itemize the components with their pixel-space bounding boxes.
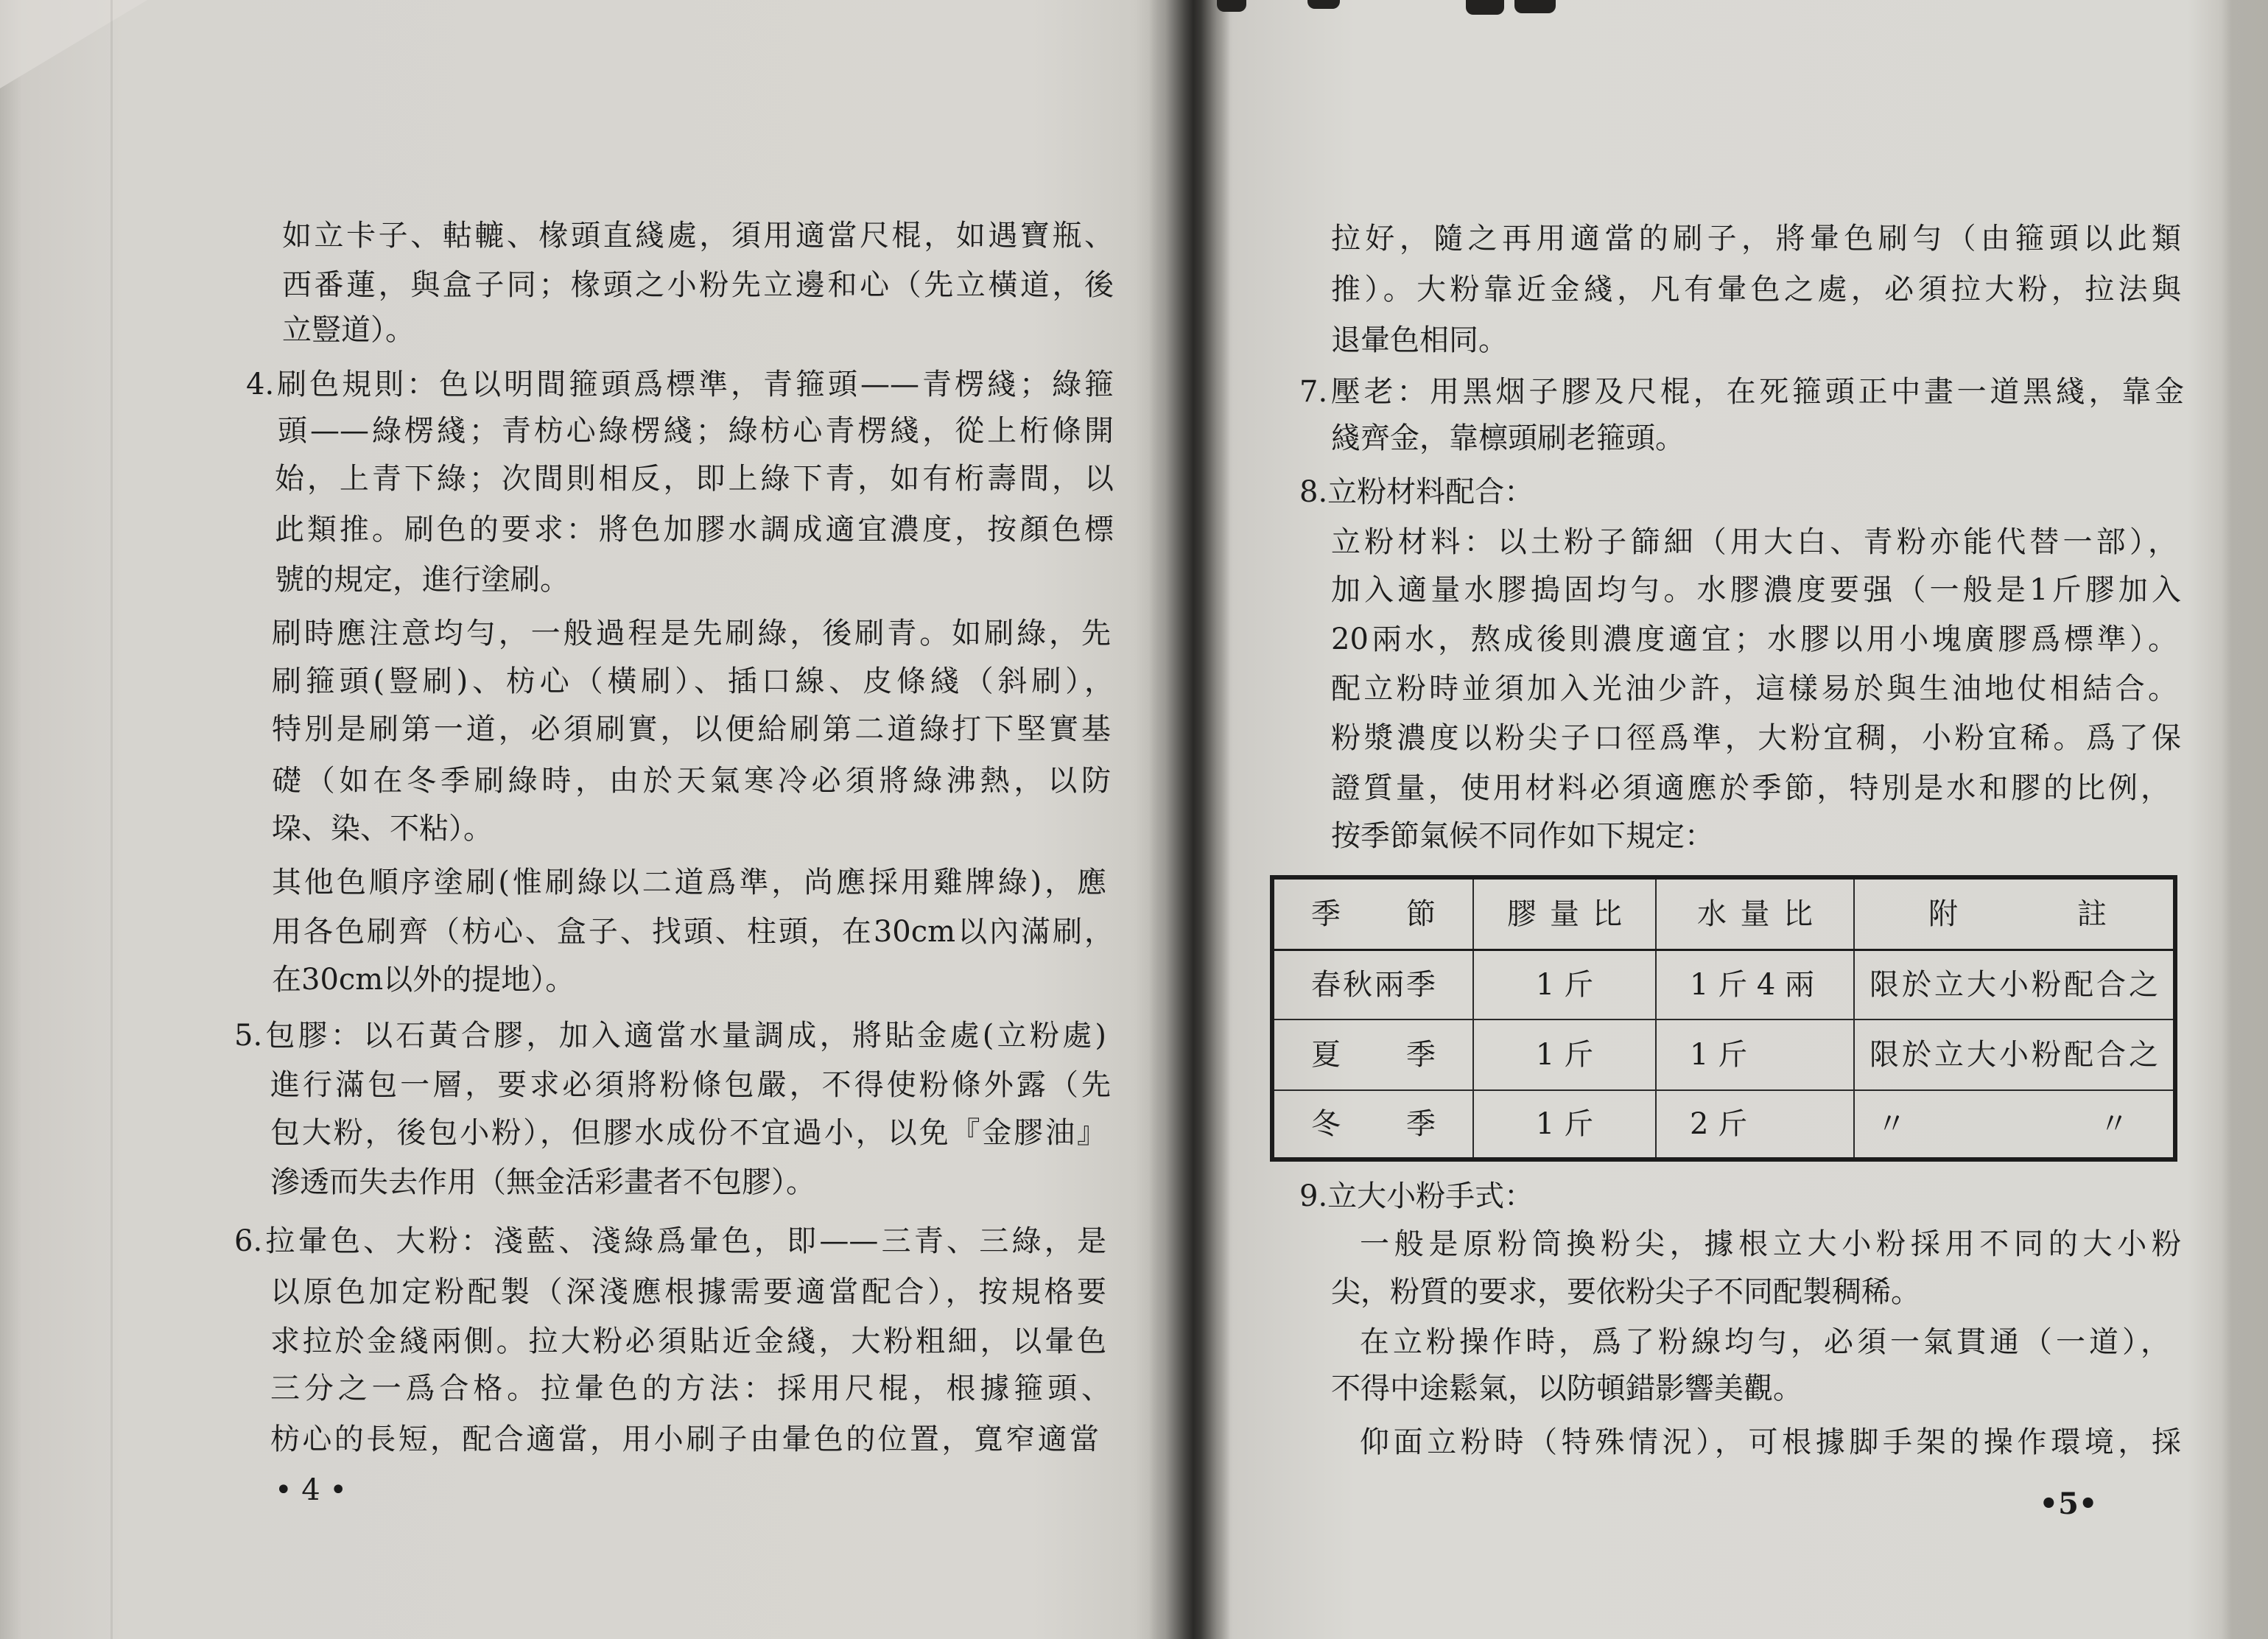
- section-8-heading-line: 8.立粉材料配合：: [1299, 475, 1534, 509]
- left-page-line: 其他色順序塗刷(惟刷綠以二道爲準，尚應採用雞牌綠)，應: [272, 866, 1106, 899]
- section-6-heading-line: 6.拉暈色、大粉：淺藍、淺綠爲暈色，即——三青、三綠，是: [234, 1224, 1106, 1258]
- right-page-line: 不得中途鬆氣，以防頓錯影響美觀。: [1331, 1372, 1802, 1405]
- table-row: [1272, 950, 2175, 1019]
- left-page-line: 此類推。刷色的要求：將色加膠水調成適宜濃度，按顏色標: [275, 513, 1114, 547]
- season-cell: 春秋兩季: [1311, 967, 1436, 1002]
- right-page-line: 綫齊金，靠檩頭刷老箍頭。: [1331, 421, 1685, 455]
- right-page-line: 配立粉時並須加入光油少許，這樣易於與生油地仗相結合。: [1331, 672, 2177, 706]
- left-page-line: 包大粉，後包小粉），但膠水成份不宜過小，以免『金膠油』: [270, 1116, 1106, 1150]
- cropped-glyph-fragment: [1466, 0, 1504, 15]
- cropped-glyph-fragment: [1514, 0, 1556, 13]
- table-cell: [1854, 950, 2175, 1019]
- left-page-line: 以原色加定粉配製（深淺應根據需要適當配合），按規格要: [270, 1275, 1106, 1309]
- left-page-line: 三分之一爲合格。拉暈色的方法：採用尺棍，根據箍頭、: [270, 1372, 1111, 1405]
- water-cell: 1 斤 4 兩: [1690, 967, 1815, 1002]
- water-cell: 2 斤: [1690, 1107, 1748, 1141]
- section-7-heading-line: 7.壓老：用黑烟子膠及尺棍，在死箍頭正中畫一道黑綫，靠金: [1299, 375, 2184, 409]
- left-page-line: 在30cm以外的提地）。: [272, 963, 575, 997]
- right-page-line: 退暈色相同。: [1331, 323, 1508, 357]
- table-header-cell: [1854, 877, 2175, 950]
- glue-cell: 1 斤: [1535, 967, 1594, 1002]
- left-page-line: 立豎道）。: [282, 313, 415, 347]
- glue-cell: 1 斤: [1535, 1107, 1594, 1141]
- glue-cell: 1 斤: [1535, 1038, 1594, 1072]
- left-page-number: • 4 •: [274, 1473, 348, 1507]
- table-header-cell: [1272, 877, 1473, 950]
- left-page-edge: [110, 0, 113, 1639]
- table-cell: [1473, 950, 1656, 1019]
- left-page-line: 始，上青下綠；次間則相反，即上綠下青，如有桁壽間，以: [275, 462, 1114, 496]
- remarks-cell: 限於立大小粉配合之: [1869, 967, 2158, 1002]
- table-row: [1272, 1090, 2175, 1159]
- left-page-line: 垜、染、不粘）。: [272, 812, 493, 846]
- section-5-heading-line: 5.包膠：以石黃合膠，加入適當水量調成，將貼金處(立粉處): [234, 1019, 1106, 1053]
- table-cell: [1272, 1019, 1473, 1090]
- cropped-glyph-fragment: [1217, 0, 1246, 12]
- section-9-heading-line: 9.立大小粉手式：: [1299, 1179, 1534, 1213]
- left-page-line: 求拉於金綫兩側。拉大粉必須貼近金綫，大粉粗細，以暈色: [270, 1324, 1106, 1358]
- seasonal-ratio-table: [1270, 875, 2177, 1162]
- table-cell: [1272, 1090, 1473, 1159]
- left-page-line: 礎（如在冬季刷綠時，由於天氣寒冷必須將綠沸熱，以防: [272, 764, 1111, 798]
- header-remarks: 附 註: [1928, 896, 2107, 931]
- table-cell: [1656, 1090, 1854, 1159]
- section-4-heading-line: 4.刷色規則：色以明間箍頭爲標準，青箍頭——青楞綫；綠箍: [246, 368, 1114, 401]
- season-cell: 夏 季: [1311, 1038, 1436, 1072]
- right-page-line: 按季節氣候不同作如下規定：: [1331, 819, 1714, 853]
- table-cell: [1854, 1090, 2175, 1159]
- left-page-line: 刷箍頭(豎刷)、枋心（橫刷）、插口線、皮條綫（斜刷），: [272, 664, 1114, 698]
- header-season: 季 節: [1311, 896, 1436, 931]
- right-page-line: 尖，粉質的要求，要依粉尖子不同配製稠稀。: [1331, 1275, 1920, 1309]
- water-cell: 1 斤: [1690, 1038, 1748, 1072]
- left-page-line: 如立卡子、軲轆、椽頭直綫處，須用適當尺棍，如遇寶瓶、: [282, 219, 1114, 253]
- right-page-line: 在立粉操作時，爲了粉線均勻，必須一氣貫通（一道），: [1360, 1325, 2170, 1359]
- season-cell: 冬 季: [1311, 1107, 1436, 1141]
- table-cell: [1473, 1019, 1656, 1090]
- header-glue-ratio: 膠量比: [1507, 896, 1622, 931]
- table-header-cell: [1473, 877, 1656, 950]
- table-row: [1272, 1019, 2175, 1090]
- table-cell: [1272, 950, 1473, 1019]
- left-page-line: 號的規定，進行塗刷。: [275, 563, 569, 597]
- table-cell: [1656, 1019, 1854, 1090]
- remarks-ditto-cell: 〃 〃: [1877, 1107, 2129, 1141]
- right-page-line: 拉好，隨之再用適當的刷子，將暈色刷勻（由箍頭以此類: [1331, 222, 2181, 256]
- right-page-line: 一般是原粉筒換粉尖，據根立大小粉採用不同的大小粉: [1360, 1227, 2181, 1261]
- left-page-line: 西番蓮，與盒子同；椽頭之小粉先立邊和心（先立橫道，後: [282, 268, 1114, 302]
- left-page-corner-fold: [0, 0, 147, 88]
- left-page-line: 枋心的長短，配合適當，用小刷子由暈色的位置，寬窄適當: [270, 1422, 1099, 1456]
- left-page-line: 刷時應注意均勻，一般過程是先刷綠，後刷青。如刷綠，先: [272, 617, 1111, 650]
- table-cell: [1656, 950, 1854, 1019]
- right-page-line: 證質量，使用材料必須適應於季節，特別是水和膠的比例，: [1331, 771, 2170, 805]
- header-water-ratio: 水量比: [1697, 896, 1813, 931]
- right-page-line: 加入適量水膠搗固均勻。水膠濃度要强（一般是1斤膠加入: [1331, 573, 2181, 607]
- right-page-number: •5•: [2039, 1487, 2098, 1521]
- right-page-line: 仰面立粉時（特殊情況），可根據脚手架的操作環境，採: [1360, 1425, 2181, 1459]
- table-header-cell: [1656, 877, 1854, 950]
- left-page-line: 用各色刷齊（枋心、盒子、找頭、柱頭，在30cm以內滿刷，: [272, 915, 1114, 949]
- left-page-line: 進行滿包一層，要求必須將粉條包嚴，不得使粉條外露（先: [270, 1068, 1111, 1102]
- book-gutter-shadow: [1149, 0, 1230, 1639]
- right-page-line: 20兩水，熬成後則濃度適宜；水膠以用小塊廣膠爲標準）。: [1331, 622, 2177, 656]
- right-page-line: 立粉材料：以土粉子篩細（用大白、青粉亦能代替一部），: [1331, 525, 2177, 559]
- left-page-line: 特別是刷第一道，必須刷實，以便給刷第二道綠打下堅實基: [272, 712, 1111, 746]
- table-cell: [1473, 1090, 1656, 1159]
- table-header-row: [1272, 877, 2175, 950]
- left-page-line: 頭——綠楞綫；青枋心綠楞綫；綠枋心青楞綫，從上桁條開: [278, 414, 1114, 448]
- remarks-cell: 限於立大小粉配合之: [1869, 1038, 2158, 1072]
- cropped-glyph-fragment: [1307, 0, 1340, 9]
- right-page-line: 粉漿濃度以粉尖子口徑爲準，大粉宜稠，小粉宜稀。爲了保: [1331, 721, 2181, 755]
- table-cell: [1854, 1019, 2175, 1090]
- left-page-line: 滲透而失去作用（無金活彩畫者不包膠）。: [270, 1165, 815, 1199]
- right-page-line: 推）。大粉靠近金綫，凡有暈色之處，必須拉大粉，拉法與: [1331, 273, 2181, 306]
